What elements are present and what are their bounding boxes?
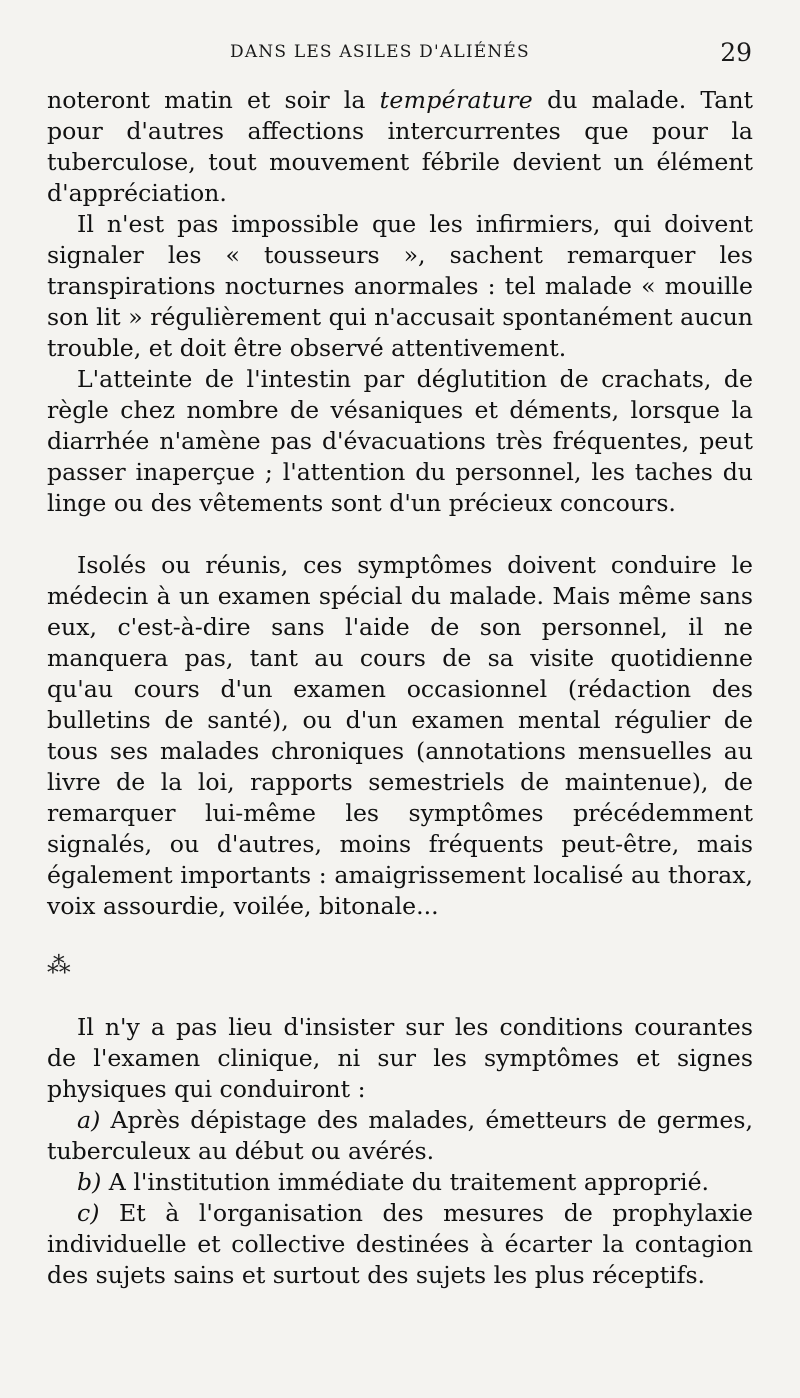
page-header (0, 38, 800, 68)
list-item-text: Et à l'organisation des mesures de prophylaxie individuelle et collective destinées à écarter la contagion des sujets sains et surtout des sujets les plus réceptifs. (47, 1199, 753, 1289)
list-item-letter: c) (77, 1199, 100, 1227)
list-item-letter: b) (77, 1168, 102, 1196)
emphasized-word: température (379, 86, 534, 114)
list-item-text: Après dépistage des malades, émetteurs de germes, tuberculeux au début ou avérés. (47, 1106, 753, 1165)
list-item-a (47, 1105, 753, 1167)
paragraph-text: du malade. Tant pour d'autres affections intercurrentes que pour la tuberculose, tout mouvement fébrile devient un élément d'appréciation. (47, 86, 753, 207)
list-item-c (47, 1198, 753, 1291)
paragraph-infirmiers: Il n'est pas impossible que les infirmiers, qui doivent signaler les « tousseurs », sachent remarquer les transpirations nocturnes anormales : tel malade « mouille son lit » régulièrement qui n'accusait spontanément aucun trouble, et doit être observé attentivement. (47, 210, 753, 362)
section-divider: ⁂ (47, 951, 71, 979)
body-text (47, 85, 753, 1291)
list-item-b (47, 1167, 753, 1198)
paragraph-examen-clinique: Il n'y a pas lieu d'insister sur les conditions courantes de l'examen clinique, ni sur les symptômes et signes physiques qui conduiront : (47, 1013, 753, 1103)
paragraph-text: noteront matin et soir la (47, 86, 380, 114)
list-item-text: A l'institution immédiate du traitement approprié. (101, 1168, 710, 1196)
list-item-letter: a) (77, 1106, 101, 1134)
paragraph-symptomes: Isolés ou réunis, ces symptômes doivent conduire le médecin à un examen spécial du malade. Mais même sans eux, c'est-à-dire sans l'aide de son personnel, il ne manquera pas, tant au cours de sa visite quotidienne qu'au cours d'un examen occasionnel (rédaction des bulletins de santé), ou d'un examen mental régulier de tous ses malades chroniques (annotations mensuelles au livre de la loi, rapports semestriels de maintenue), de remarquer lui-même les symptômes précédemment signalés, ou d'autres, moins fréquents peut-être, mais également importants : amaigrissement localisé au thorax, voix assourdie, voilée, bitonale... (47, 551, 753, 920)
running-title: DANS LES ASILES D'ALIÉNÉS (230, 42, 530, 62)
paragraph-temperature (47, 85, 753, 209)
page-number: 29 (720, 38, 752, 67)
paragraph-intestin: L'atteinte de l'intestin par déglutition de crachats, de règle chez nombre de vésaniques et déments, lorsque la diarrhée n'amène pas d'évacuations très fréquentes, peut passer inaperçue ; l'attention du personnel, les taches du linge ou des vêtements sont d'un précieux concours. (47, 365, 753, 517)
